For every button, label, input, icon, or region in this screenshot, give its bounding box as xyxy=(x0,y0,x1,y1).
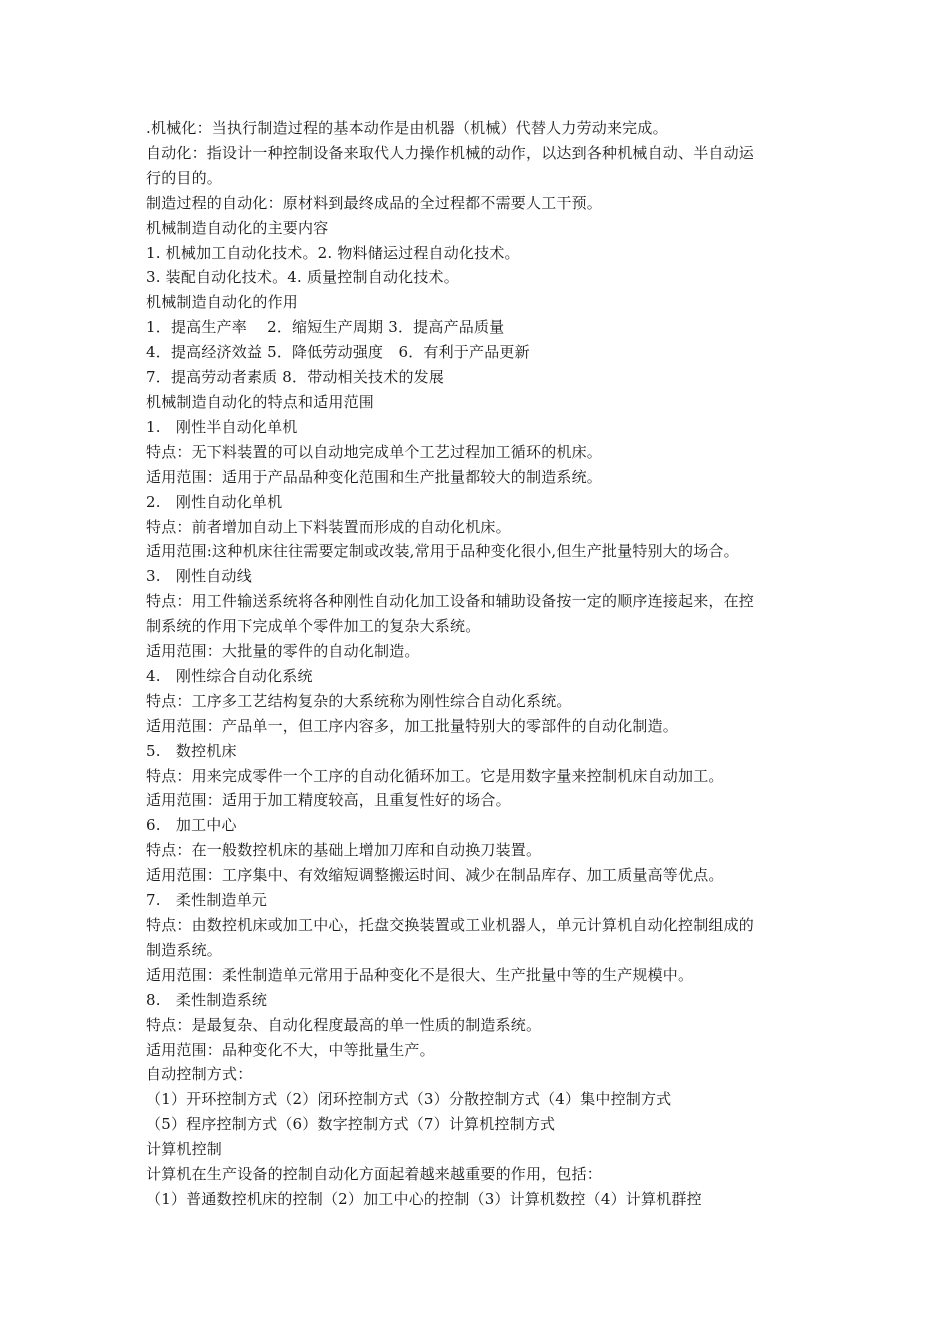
list-item-heading: 2. 刚性自动化单机 xyxy=(146,492,283,511)
text-line: 特点：工序多工艺结构复杂的大系统称为刚性综合自动化系统。 xyxy=(146,691,572,710)
list-item-heading: 8. 柔性制造系统 xyxy=(146,990,268,1009)
list-item-heading: 6. 加工中心 xyxy=(146,816,237,835)
text-line: 特点：前者增加自动上下料装置而形成的自动化机床。 xyxy=(146,517,511,536)
text-line: （1）开环控制方式（2）闭环控制方式（3）分散控制方式（4）集中控制方式 xyxy=(146,1090,672,1109)
section-heading: 机械制造自动化的主要内容 xyxy=(146,218,329,237)
text-line: 适用范围：大批量的零件的自动化制造。 xyxy=(146,642,420,661)
document-page xyxy=(146,116,816,1212)
text-line: 特点：是最复杂、自动化程度最高的单一性质的制造系统。 xyxy=(146,1015,542,1034)
list-item-heading: 4. 刚性综合自动化系统 xyxy=(146,666,313,685)
text-line: 适用范围：适用于加工精度较高，且重复性好的场合。 xyxy=(146,791,511,810)
text-line: 4．提高经济效益 5．降低劳动强度 6．有利于产品更新 xyxy=(146,343,530,362)
text-line: 适用范围：工序集中、有效缩短调整搬运时间、减少在制品库存、加工质量高等优点。 xyxy=(146,866,724,885)
list-item-heading: 5. 数控机床 xyxy=(146,741,237,760)
text-line: 特点：由数控机床或加工中心，托盘交换装置或工业机器人，单元计算机自动化控制组成的 xyxy=(146,916,755,934)
list-item-heading: 3. 刚性自动线 xyxy=(146,567,252,586)
text-line: 适用范围：适用于产品品种变化范围和生产批量都较大的制造系统。 xyxy=(146,467,603,486)
text-line: 3. 装配自动化技术。4. 质量控制自动化技术。 xyxy=(146,268,459,287)
text-line: 计算机在生产设备的控制自动化方面起着越来越重要的作用，包括： xyxy=(146,1165,603,1184)
text-line: 1. 机械加工自动化技术。2. 物料储运过程自动化技术。 xyxy=(146,243,520,262)
text-line: 制造系统。 xyxy=(146,940,223,959)
text-line: 自动化：指设计一种控制设备来取代人力操作机械的动作，以达到各种机械自动、半自动运 xyxy=(146,143,755,162)
text-line: 7．提高劳动者素质 8．带动相关技术的发展 xyxy=(146,368,445,387)
text-line: 特点：用工件输送系统将各种刚性自动化加工设备和辅助设备按一定的顺序连接起来，在控 xyxy=(146,592,755,611)
text-line: 适用范围：柔性制造单元常用于品种变化不是很大、生产批量中等的生产规模中。 xyxy=(146,965,694,984)
text-line: 特点：用来完成零件一个工序的自动化循环加工。它是用数字量来控制机床自动加工。 xyxy=(146,766,724,785)
text-line: 制造过程的自动化：原材料到最终成品的全过程都不需要人工干预。 xyxy=(146,193,603,212)
text-line: 制系统的作用下完成单个零件加工的复杂大系统。 xyxy=(146,617,481,636)
text-line: .机械化：当执行制造过程的基本动作是由机器（机械）代替人力劳动来完成。 xyxy=(146,119,668,137)
section-heading: 计算机控制 xyxy=(146,1140,223,1159)
section-heading: 机械制造自动化的作用 xyxy=(146,293,299,312)
text-line: 行的目的。 xyxy=(146,168,223,187)
text-line: 1．提高生产率 2．缩短生产周期 3．提高产品质量 xyxy=(146,318,505,337)
list-item-heading: 7. 柔性制造单元 xyxy=(146,891,268,910)
text-line: 特点：在一般数控机床的基础上增加刀库和自动换刀装置。 xyxy=(146,841,542,860)
text-line: 特点：无下料装置的可以自动地完成单个工艺过程加工循环的机床。 xyxy=(146,442,603,461)
text-line: （1）普通数控机床的控制（2）加工中心的控制（3）计算机数控（4）计算机群控 xyxy=(146,1189,702,1208)
text-line: （5）程序控制方式（6）数字控制方式（7）计算机控制方式 xyxy=(146,1115,556,1134)
text-line: 适用范围:这种机床往往需要定制或改装,常用于品种变化很小,但生产批量特别大的场合。 xyxy=(146,542,739,561)
list-item-heading: 1. 刚性半自动化单机 xyxy=(146,417,298,436)
text-line: 适用范围：品种变化不大，中等批量生产。 xyxy=(146,1040,435,1059)
text-line: 适用范围：产品单一，但工序内容多，加工批量特别大的零部件的自动化制造。 xyxy=(146,716,679,735)
section-heading: 机械制造自动化的特点和适用范围 xyxy=(146,392,375,411)
section-heading: 自动控制方式： xyxy=(146,1065,253,1084)
